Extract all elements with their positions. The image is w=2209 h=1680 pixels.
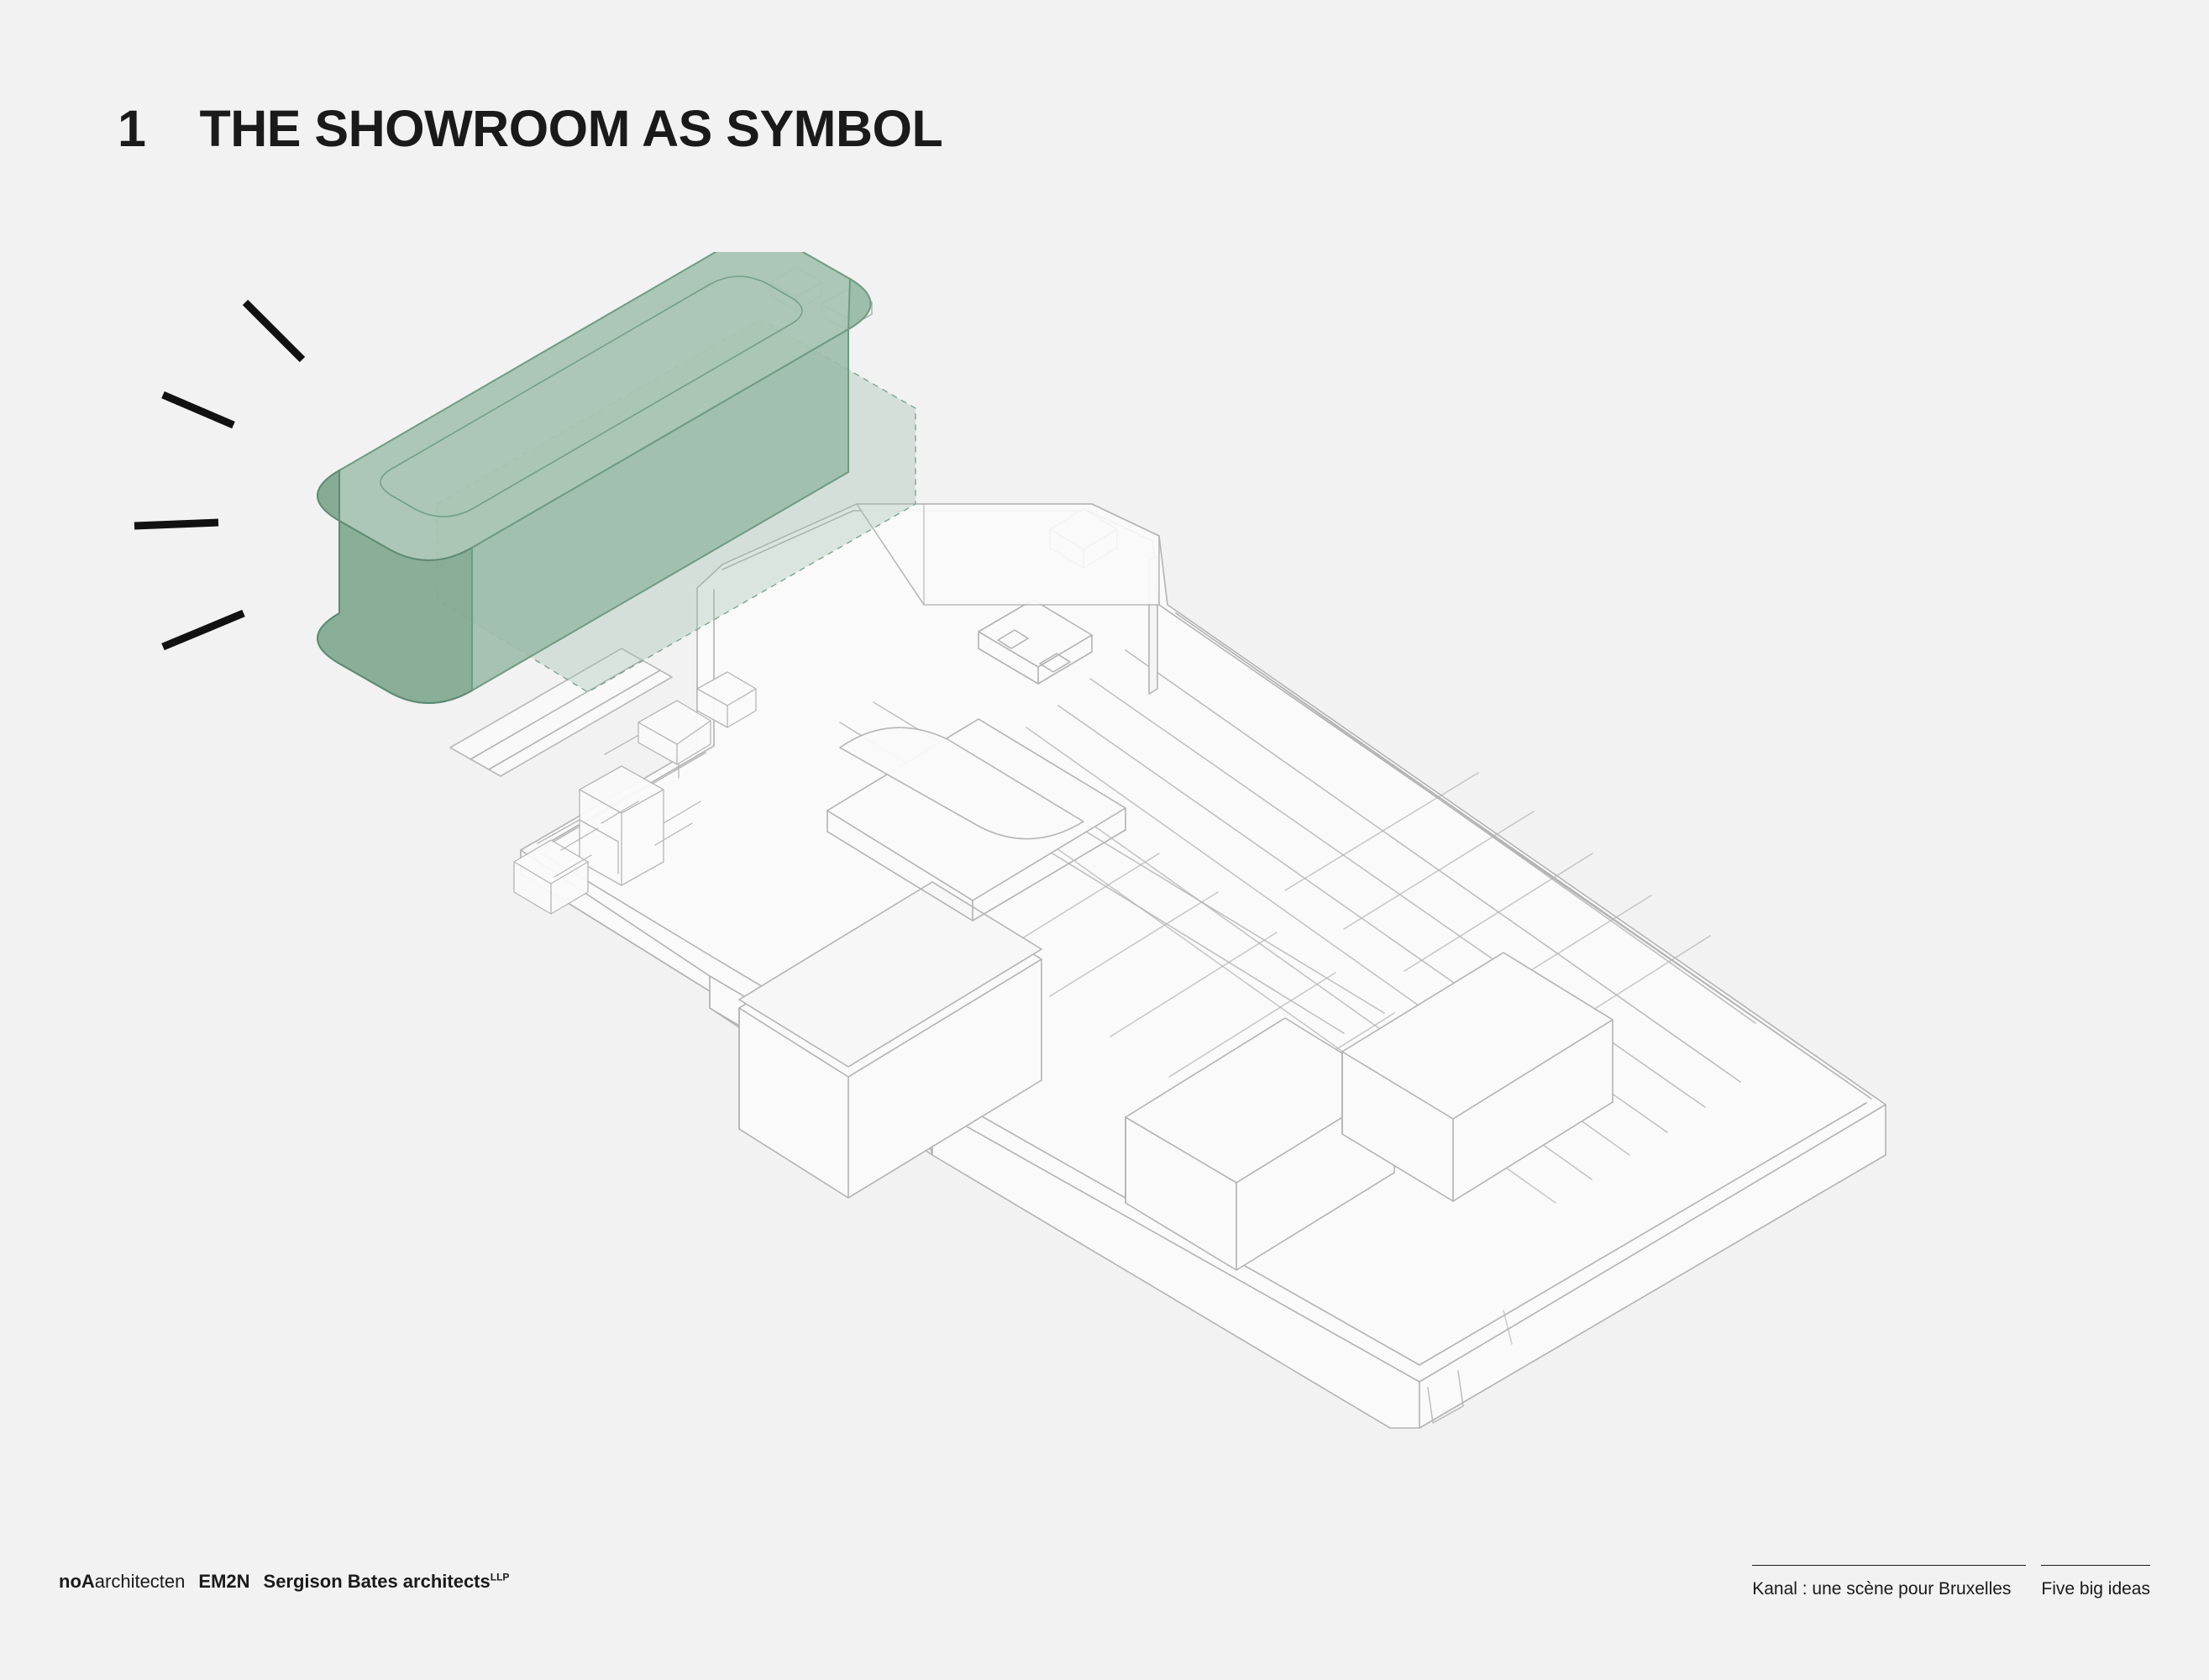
footer-meta xyxy=(1752,1565,2150,1599)
title-text: THE SHOWROOM AS SYMBOL xyxy=(199,100,943,157)
axonometric-site-model xyxy=(0,252,2209,1470)
office-sergison-bates: Sergison Bates architects$^{LLP}$ xyxy=(263,1571,510,1592)
footer-project: Kanal : une scène pour Bruxelles xyxy=(1752,1565,2026,1599)
office-em2n: EM2N xyxy=(198,1571,250,1592)
emphasis-lines xyxy=(134,302,302,647)
office-noa: noAarchitecten xyxy=(59,1571,186,1592)
emphasis-line-1 xyxy=(245,302,302,360)
page-title xyxy=(118,99,942,158)
emphasis-line-2 xyxy=(163,395,233,425)
title-number: 1 xyxy=(118,100,146,157)
emphasis-line-3 xyxy=(134,522,218,526)
footer-offices xyxy=(59,1571,509,1593)
footer-section: Five big ideas xyxy=(2041,1565,2150,1599)
emphasis-line-4 xyxy=(163,613,244,647)
